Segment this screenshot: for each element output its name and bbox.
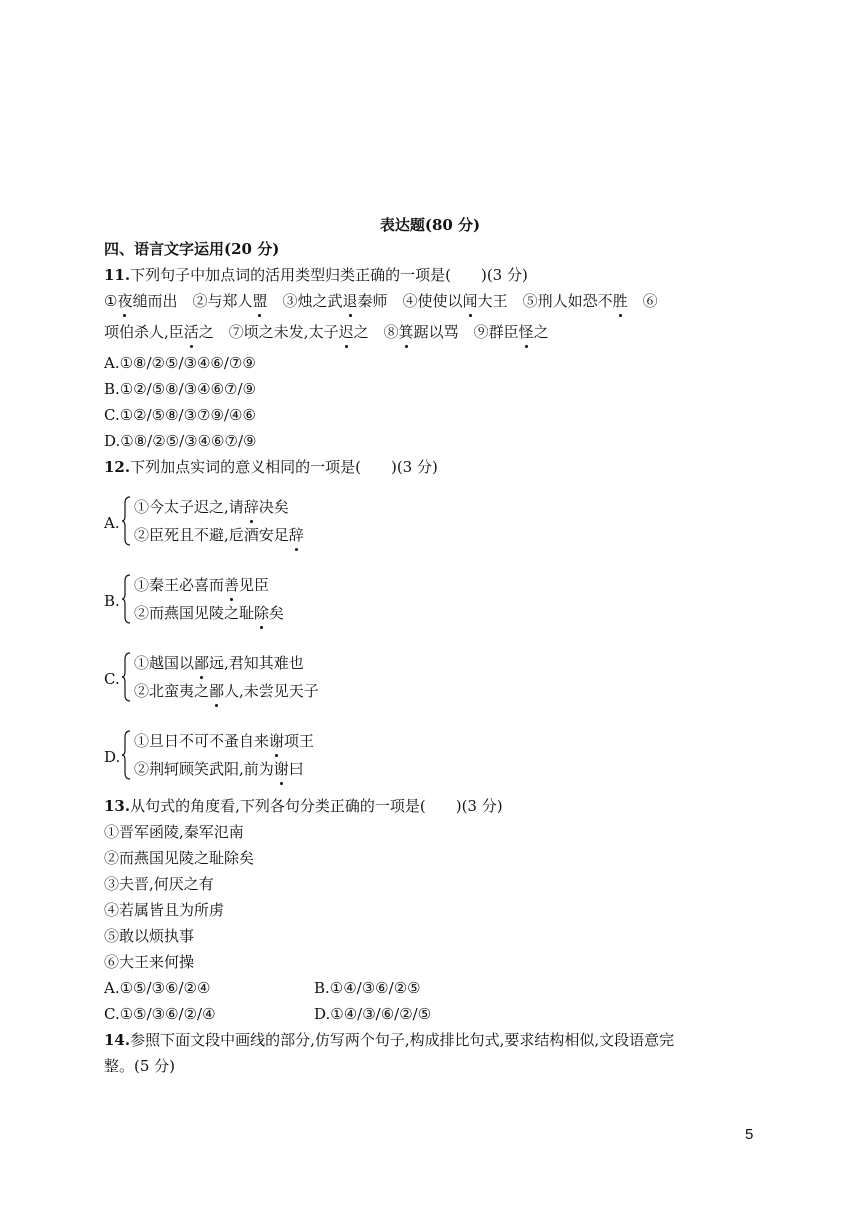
dotted-word: 闻 — [462, 292, 478, 310]
section-title: 表达题(80 分) — [379, 216, 481, 234]
seg: 曰 — [288, 760, 304, 778]
q13-option-d: D.①④/③/⑥/②/⑤ — [314, 1005, 432, 1023]
seg: 项王 — [284, 732, 315, 750]
q11-seg: 项伯杀人,臣 — [104, 323, 184, 341]
dotted-word: 辞 — [288, 526, 304, 544]
q11-seg: 之 — [533, 323, 549, 341]
q11-seg: 缒而出 ②与郑人 — [132, 292, 253, 310]
q13-stem: 13.从句式的角度看,下列各句分类正确的一项是( )(3 分) — [104, 797, 503, 815]
q14-stem-line2: 整。(5 分) — [104, 1057, 176, 1075]
seg: 矣 — [269, 604, 285, 622]
sentence-1 — [134, 652, 304, 673]
seg: ①越国以 — [134, 654, 195, 672]
question-number: 12. — [104, 458, 131, 476]
q11-option-b: B.①②/⑤⑧/③④⑥⑦/⑨ — [104, 380, 256, 398]
q13-item: ①晋军函陵,秦军氾南 — [104, 823, 244, 841]
part4-heading: 四、语言文字运用(20 分) — [104, 240, 280, 258]
dotted-word: 除 — [254, 604, 270, 622]
sentence-2 — [134, 680, 319, 701]
q11-seg: 之 ⑧ — [353, 323, 399, 341]
dotted-word: 谢 — [269, 732, 285, 750]
dotted-word: 怪 — [518, 323, 534, 341]
sentence-2 — [134, 602, 284, 623]
sentence-1 — [134, 496, 289, 517]
seg: ②臣死且不避,卮酒安足 — [134, 526, 289, 544]
sentence-1 — [134, 574, 269, 595]
q11-seg: ③烛之武 — [267, 292, 343, 310]
q13-item: ⑥大王来何操 — [104, 953, 195, 971]
seg: ①今太子迟之,请 — [134, 498, 244, 516]
q13-item: ②而燕国见陵之耻除矣 — [104, 849, 255, 867]
sentence-1 — [134, 730, 314, 751]
seg: ②荆轲顾笑武阳,前为 — [134, 760, 274, 778]
q11-seg: 踞以骂 ⑨群臣 — [413, 323, 519, 341]
q11-seg: 之 ⑦顷之未发,太子 — [198, 323, 339, 341]
dotted-word: 胜 — [612, 292, 628, 310]
dotted-word: 谢 — [273, 760, 289, 778]
dotted-word: 迟 — [338, 323, 354, 341]
dotted-word: 夜 — [117, 292, 133, 310]
q11-items-line2 — [104, 322, 549, 342]
dotted-word: 活 — [183, 323, 199, 341]
q12-stem: 12.下列加点实词的意义相同的一项是( )(3 分) — [104, 458, 438, 476]
q14-stem-line1: 14.参照下面文段中画线的部分,仿写两个句子,构成排比句式,要求结构相似,文段语意完 — [104, 1031, 675, 1049]
q11-seg: ① — [104, 292, 118, 310]
seg: 远,君知其难也 — [209, 654, 304, 672]
page-number: 5 — [745, 1126, 754, 1143]
seg: ②北蛮夷之 — [134, 682, 210, 700]
q13-item: ③夫晋,何厌之有 — [104, 875, 214, 893]
brace-icon — [121, 652, 131, 702]
dotted-word: 辞 — [243, 498, 259, 516]
q11-option-c: C.①②/⑤⑧/③⑦⑨/④⑥ — [104, 406, 256, 424]
option-label: C. — [104, 670, 120, 688]
question-number: 13. — [104, 797, 131, 815]
q11-seg: 大王 ⑤刑人如恐不 — [477, 292, 613, 310]
q13-option-a: A.①⑤/③⑥/②④ — [104, 979, 211, 997]
seg: ②而燕国见陵之耻 — [134, 604, 255, 622]
option-label: A. — [104, 514, 120, 532]
brace-icon — [121, 574, 131, 624]
seg: 人,未尝见天子 — [224, 682, 319, 700]
q13-item: ④若属皆且为所虏 — [104, 901, 225, 919]
seg: ①秦王必喜而 — [134, 576, 225, 594]
dotted-word: 箕 — [398, 323, 414, 341]
q11-seg: ⑥ — [627, 292, 658, 310]
sentence-2 — [134, 524, 304, 545]
q13-item: ⑤敢以烦执事 — [104, 927, 195, 945]
seg: 见臣 — [239, 576, 270, 594]
dotted-word: 善 — [224, 576, 240, 594]
q11-option-a: A.①⑧/②⑤/③④⑥/⑦⑨ — [104, 354, 256, 372]
q11-stem: 11.下列句子中加点词的活用类型归类正确的一项是( )(3 分) — [104, 266, 528, 284]
seg: 决矣 — [258, 498, 289, 516]
seg: ①旦日不可不蚤自来 — [134, 732, 270, 750]
q11-items-line1 — [104, 291, 658, 311]
dotted-word: 鄙 — [194, 654, 210, 672]
brace-icon — [121, 496, 131, 546]
dotted-word: 鄙 — [209, 682, 225, 700]
dotted-word: 盟 — [252, 292, 268, 310]
q13-option-c: C.①⑤/③⑥/②/④ — [104, 1005, 216, 1023]
q13-option-b: B.①④/③⑥/②⑤ — [314, 979, 421, 997]
sentence-2 — [134, 758, 304, 779]
brace-icon — [121, 730, 131, 780]
option-label: D. — [104, 748, 121, 766]
q11-option-d: D.①⑧/②⑤/③④⑥⑦/⑨ — [104, 432, 257, 450]
option-label: B. — [104, 592, 120, 610]
q11-seg: 秦师 ④使使以 — [357, 292, 463, 310]
question-number: 11. — [104, 266, 131, 284]
question-number: 14. — [104, 1031, 131, 1049]
dotted-word: 退 — [342, 292, 358, 310]
